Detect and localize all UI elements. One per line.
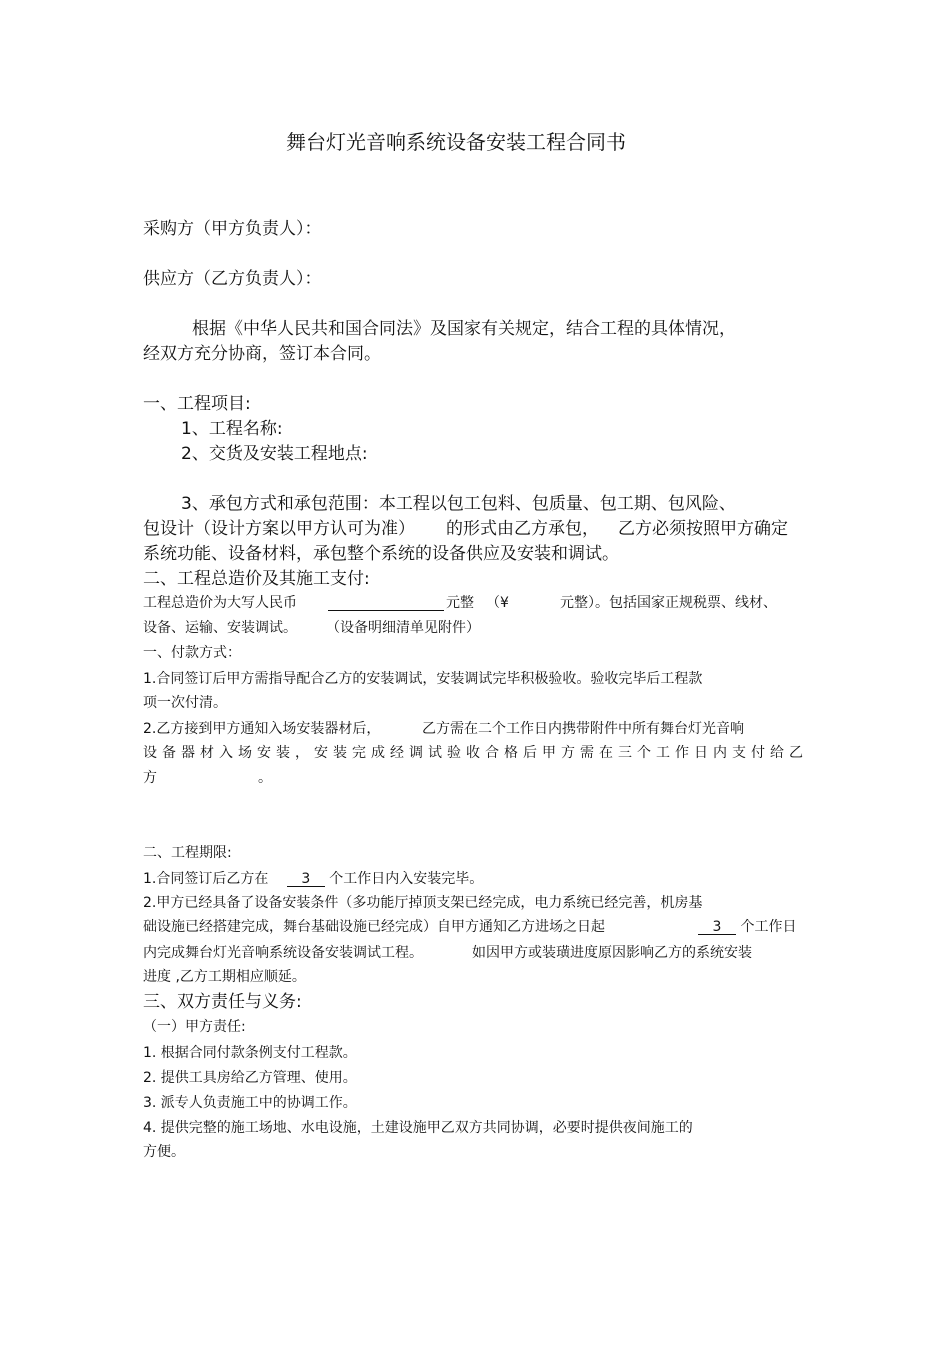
contract-scope-line-2c: 乙方必须按照甲方确定: [618, 519, 788, 539]
period-2-line-3a: 内完成舞台灯光音响系统设备安装调试工程。: [143, 945, 423, 961]
payment-heading: 一、付款方式：: [143, 645, 241, 661]
document-title: 舞台灯光音响系统设备安装工程合同书: [286, 130, 626, 154]
payment-2-line-3b: 。: [258, 770, 272, 786]
party-a-item-2: 2. 提供工具房给乙方管理、使用。: [143, 1070, 357, 1086]
period-2-line-2b: 个工作日: [740, 919, 797, 935]
section-1-heading: 一、工程项目:: [143, 394, 251, 414]
period-1: [143, 872, 483, 887]
price-yen: （¥: [486, 595, 509, 611]
party-a-item-1: 1. 根据合同付款条例支付工程款。: [143, 1045, 357, 1061]
price-details: 元整）。包括国家正规税票、线材、: [560, 595, 777, 611]
payment-2-line-2: 设备器材入场安装，安装完成经调试验收合格后甲方需在三个工作日内支付给乙: [143, 745, 803, 761]
section-3-heading: 三、双方责任与义务:: [143, 992, 302, 1012]
payment-2-line-1a: 2.乙方接到甲方通知入场安装器材后，: [143, 721, 381, 737]
payment-1-line-1: 1.合同签订后甲方需指导配合乙方的安装调试，安装调试完毕积极验收。验收完毕后工程款: [143, 671, 703, 687]
intro-line-1: 根据《中华人民共和国合同法》及国家有关规定，结合工程的具体情况，: [192, 319, 736, 339]
payment-1-line-2: 项一次付清。: [143, 695, 227, 711]
period-2-days: 3: [698, 920, 736, 935]
party-a-item-4-line-2: 方便。: [143, 1144, 185, 1160]
party-a-item-4-line-1: 4. 提供完整的施工场地、水电设施，土建设施甲乙双方共同协调，必要时提供夜间施工的: [143, 1120, 693, 1136]
buyer-line: 采购方（甲方负责人）：: [143, 219, 322, 239]
period-2-line-3b: 如因甲方或装璜进度原因影响乙方的系统安装: [472, 945, 752, 961]
supplier-line: 供应方（乙方负责人）：: [143, 269, 322, 289]
party-a-item-3: 3. 派专人负责施工中的协调工作。: [143, 1095, 357, 1111]
price-line-2b: （设备明细清单见附件）: [326, 620, 480, 636]
price-line-2a: 设备、运输、安装调试。: [143, 620, 297, 636]
period-2-line-2a: 础设施已经搭建完成，舞台基础设施已经完成）自甲方通知乙方进场之日起: [143, 919, 605, 935]
contract-scope-line-2a: 包设计（设计方案以甲方认可为准）: [143, 519, 415, 539]
price-unit: 元整: [446, 595, 474, 611]
intro-line-2: 经双方充分协商，签订本合同。: [143, 344, 381, 364]
contract-scope-line-2b: 的形式由乙方承包，: [446, 519, 599, 539]
period-2-line-4: 进度 ,乙方工期相应顺延。: [143, 969, 306, 985]
section-2-heading: 二、工程总造价及其施工支付:: [143, 569, 370, 589]
contract-scope-line-1: 3、承包方式和承包范围：本工程以包工包料、包质量、包工期、包风险、: [181, 494, 736, 514]
period-1-days: 3: [287, 872, 325, 887]
project-name: 1、工程名称:: [181, 419, 283, 439]
period-1-a: 1.合同签订后乙方在: [143, 871, 269, 887]
period-1-b: 个工作日内入安装完毕。: [329, 871, 484, 887]
delivery-location: 2、交货及安装工程地点:: [181, 444, 368, 464]
payment-2-line-1b: 乙方需在二个工作日内携带附件中所有舞台灯光音响: [422, 721, 744, 737]
contract-scope-line-3: 系统功能、设备材料，承包整个系统的设备供应及安装和调试。: [143, 544, 619, 564]
price-blank: [328, 596, 444, 611]
period-2-line-2-days: [698, 920, 796, 935]
period-heading: 二、工程期限:: [143, 845, 232, 861]
payment-2-line-3a: 方: [143, 770, 157, 786]
period-2-line-1: 2.甲方已经具备了设备安装条件（多功能厅掉顶支架已经完成，电力系统已经完善，机房基: [143, 895, 703, 911]
party-a-heading: （一）甲方责任:: [143, 1019, 246, 1035]
price-label: 工程总造价为大写人民币: [143, 595, 297, 611]
